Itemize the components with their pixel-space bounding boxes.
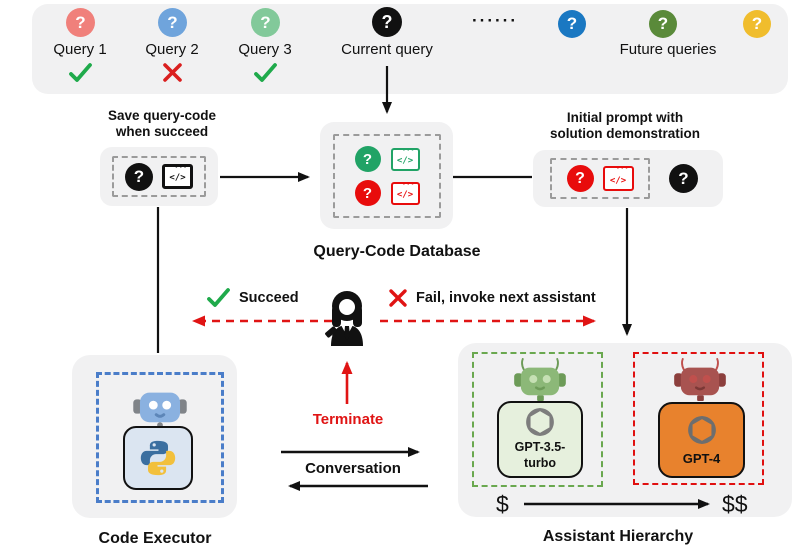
- question-glyph: ?: [133, 166, 145, 186]
- question-glyph: ?: [381, 11, 393, 32]
- database-label: Query-Code Database: [313, 243, 481, 260]
- question-glyph: ?: [575, 169, 585, 187]
- cost-low-label: $: [496, 491, 509, 517]
- ellipsis-dots: ······: [472, 11, 518, 30]
- cost-high-label: $$: [722, 491, 748, 517]
- question-glyph: ?: [75, 12, 86, 32]
- current-query-label: Current query: [341, 41, 433, 58]
- conversation-label: Conversation: [305, 460, 401, 477]
- question-glyph: ?: [751, 14, 763, 33]
- assistant-hierarchy-label: Assistant Hierarchy: [542, 528, 694, 545]
- gpt35-label: GPT-3.5- turbo: [514, 440, 566, 470]
- query3-label: Query 3: [238, 41, 292, 58]
- question-glyph: ?: [362, 150, 373, 168]
- query2-label: Query 2: [145, 41, 199, 58]
- db-green-code-icon: ··· </>: [391, 148, 420, 171]
- terminate-label: Terminate: [312, 411, 384, 428]
- question-glyph: ?: [566, 14, 578, 33]
- code-executor-label: Code Executor: [98, 530, 212, 547]
- question-glyph: ?: [260, 12, 271, 32]
- prompt-red-code-icon: ··· </>: [603, 166, 634, 191]
- saved-code-icon: ··· </>: [162, 164, 193, 189]
- save-box-label: Save query-code when succeed: [107, 108, 217, 139]
- fail-label: Fail, invoke next assistant: [416, 290, 596, 306]
- initial-prompt-label: Initial prompt with solution demonstration: [550, 110, 700, 141]
- question-glyph: ?: [657, 14, 669, 33]
- question-glyph: ?: [362, 184, 373, 202]
- future-queries-label: Future queries: [619, 41, 717, 58]
- question-glyph: ?: [167, 12, 178, 32]
- succeed-label: Succeed: [239, 290, 299, 306]
- query1-label: Query 1: [53, 41, 107, 58]
- question-glyph: ?: [678, 168, 689, 188]
- db-red-code-icon: ··· </>: [391, 182, 420, 205]
- gpt4-label: GPT-4: [682, 450, 721, 466]
